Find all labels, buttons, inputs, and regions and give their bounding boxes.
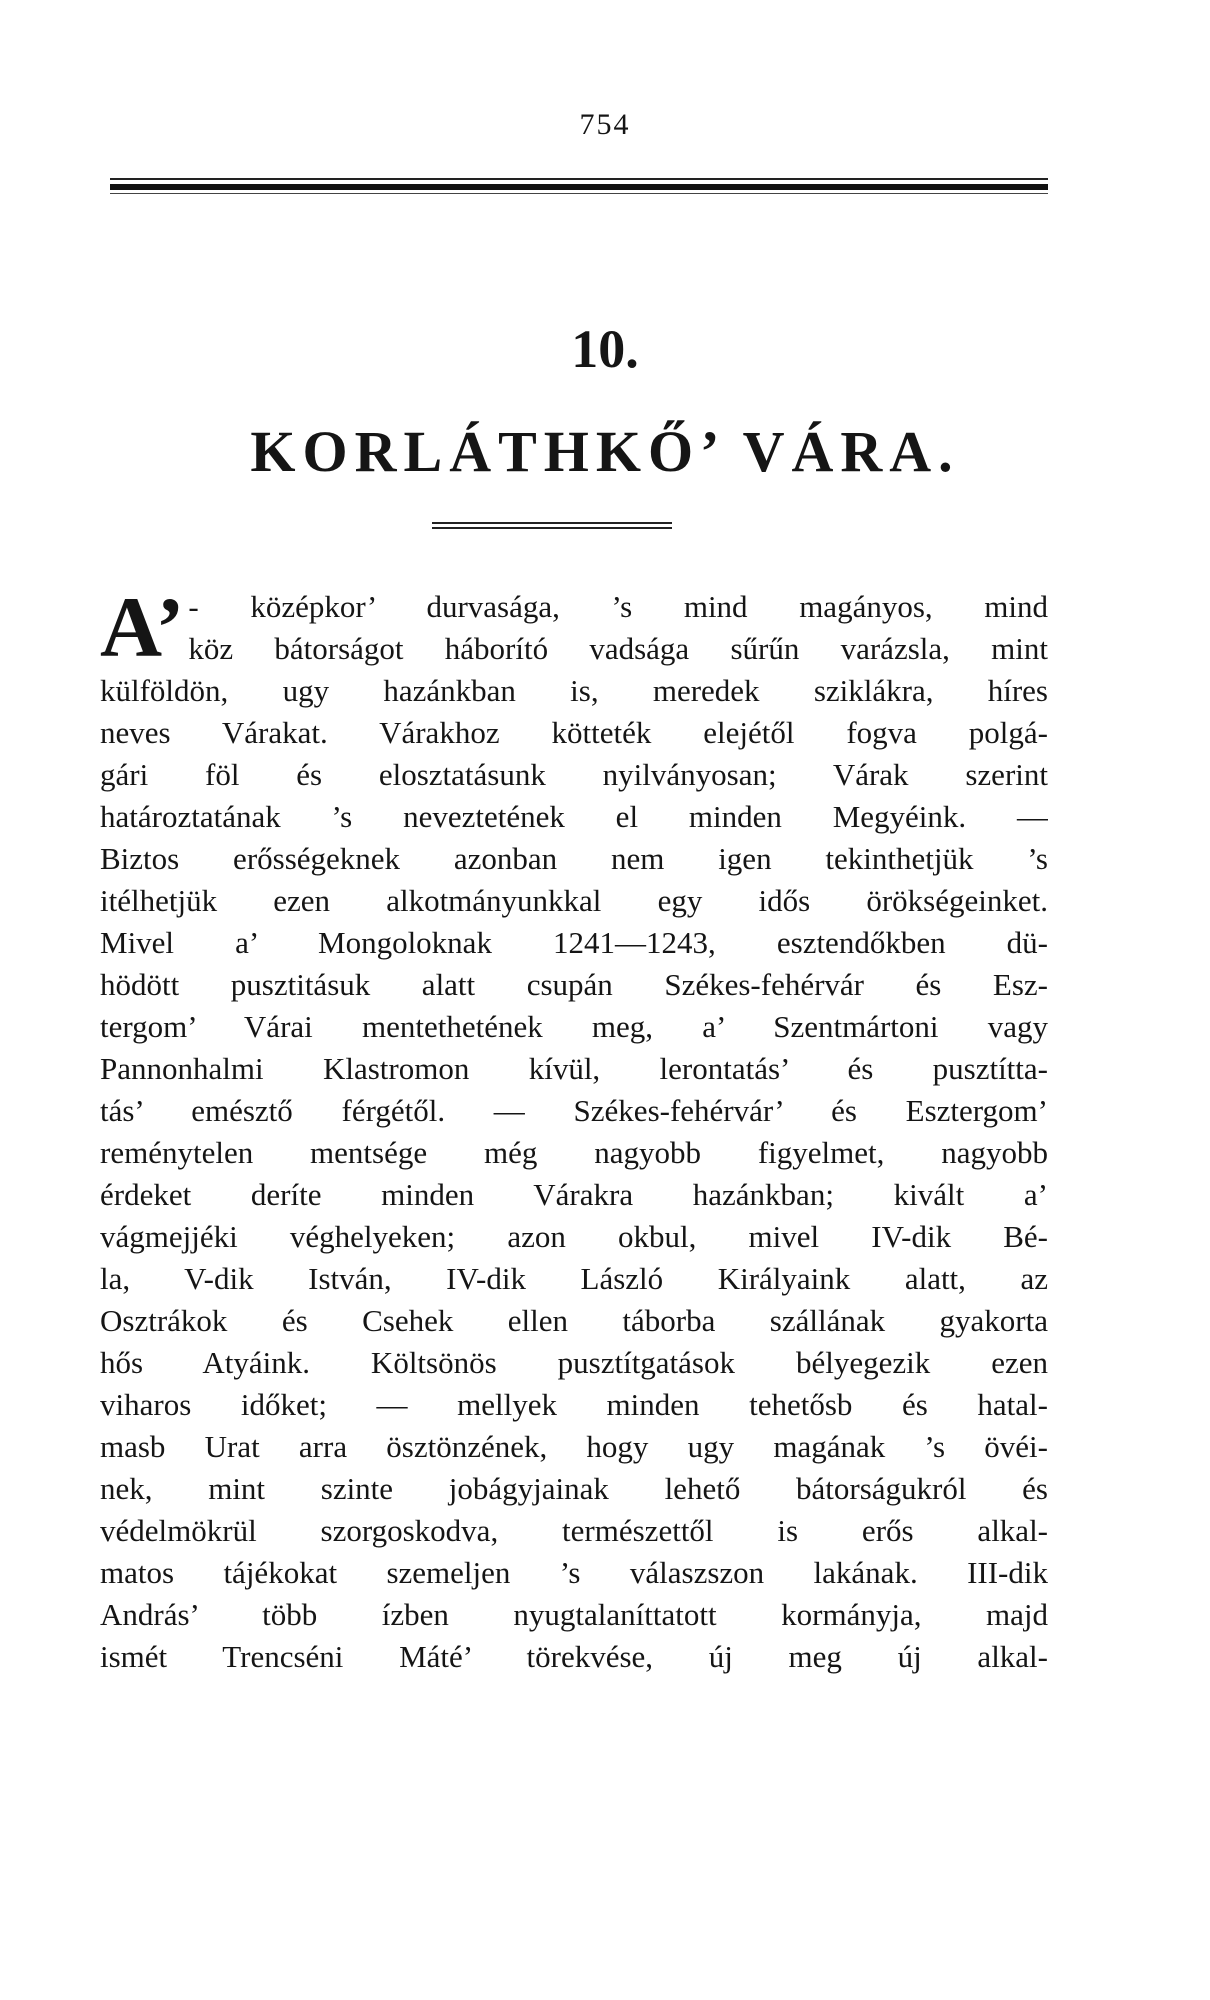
- text-line: tás’ emésztő férgétől. — Székes-fehérvár’ és Esztergom’: [100, 1093, 1048, 1128]
- text-line: la, V-dik István, IV-dik László Királyaink alatt, az: [100, 1261, 1048, 1296]
- text-line: gári föl és elosztatásunk nyilványosan; Várak szerint: [100, 757, 1048, 792]
- text-line: tergom’ Várai mentethetének meg, a’ Szentmártoni vagy: [100, 1009, 1048, 1044]
- title-divider: [432, 522, 672, 530]
- chapter-number: 10.: [571, 319, 639, 379]
- chapter-title: KORLÁTHKŐ’ VÁRA.: [250, 419, 960, 484]
- drop-cap: A’: [100, 579, 185, 675]
- text-line: vágmejjéki véghelyeken; azon okbul, mivel IV-dik Bé-: [100, 1219, 1048, 1254]
- text-line: köz bátorságot háborító vadsága sűrűn varázsla, mint: [188, 631, 1048, 666]
- text-line: ismét Trencséni Máté’ törekvése, új meg új alkal-: [100, 1639, 1048, 1674]
- page-number: 754: [579, 108, 631, 141]
- text-line: masb Urat arra ösztönzének, hogy ugy magának ’s övéi-: [100, 1429, 1048, 1464]
- text-line: neves Várakat. Várakhoz kötteték elejétől fogva polgá-: [100, 715, 1048, 750]
- text-line: reménytelen mentsége még nagyobb figyelmet, nagyobb: [100, 1135, 1048, 1170]
- text-line: - középkor’ durvasága, ’s mind magányos, mind: [188, 589, 1048, 624]
- body-text: [100, 579, 1048, 1678]
- text-line: viharos időket; — mellyek minden tehetősb és hatal-: [100, 1387, 1048, 1422]
- text-line: Biztos erősségeknek azonban nem igen tekinthetjük ’s: [100, 841, 1048, 876]
- text-line: határoztatának ’s neveztetének el minden Megyéink. —: [100, 799, 1048, 834]
- text-line: védelmökrül szorgoskodva, természettől is erős alkal-: [100, 1513, 1048, 1548]
- text-line: Pannonhalmi Klastromon kívül, lerontatás’ és pusztítta-: [100, 1051, 1048, 1086]
- text-line: külföldön, ugy hazánkban is, meredek sziklákra, híres: [100, 673, 1048, 708]
- header-rule: [110, 178, 1048, 194]
- text-line: Mivel a’ Mongoloknak 1241—1243, esztendőkben dü-: [100, 925, 1048, 960]
- text-line: Osztrákok és Csehek ellen táborba szállának gyakorta: [100, 1303, 1048, 1338]
- text-line: itélhetjük ezen alkotmányunkkal egy idős örökségeinket.: [100, 883, 1048, 918]
- text-line: hős Atyáink. Költsönös pusztítgatások bélyegezik ezen: [100, 1345, 1048, 1380]
- text-line: matos tájékokat szemeljen ’s válaszszon lakának. III-dik: [100, 1555, 1048, 1590]
- text-line: András’ több ízben nyugtalaníttatott kormányja, majd: [100, 1597, 1048, 1632]
- text-line: nek, mint szinte jobágyjainak lehető bátorságukról és: [100, 1471, 1048, 1506]
- text-line: érdeket deríte minden Várakra hazánkban; kivált a’: [100, 1177, 1048, 1212]
- text-line: hödött pusztitásuk alatt csupán Székes-fehérvár és Esz-: [100, 967, 1048, 1002]
